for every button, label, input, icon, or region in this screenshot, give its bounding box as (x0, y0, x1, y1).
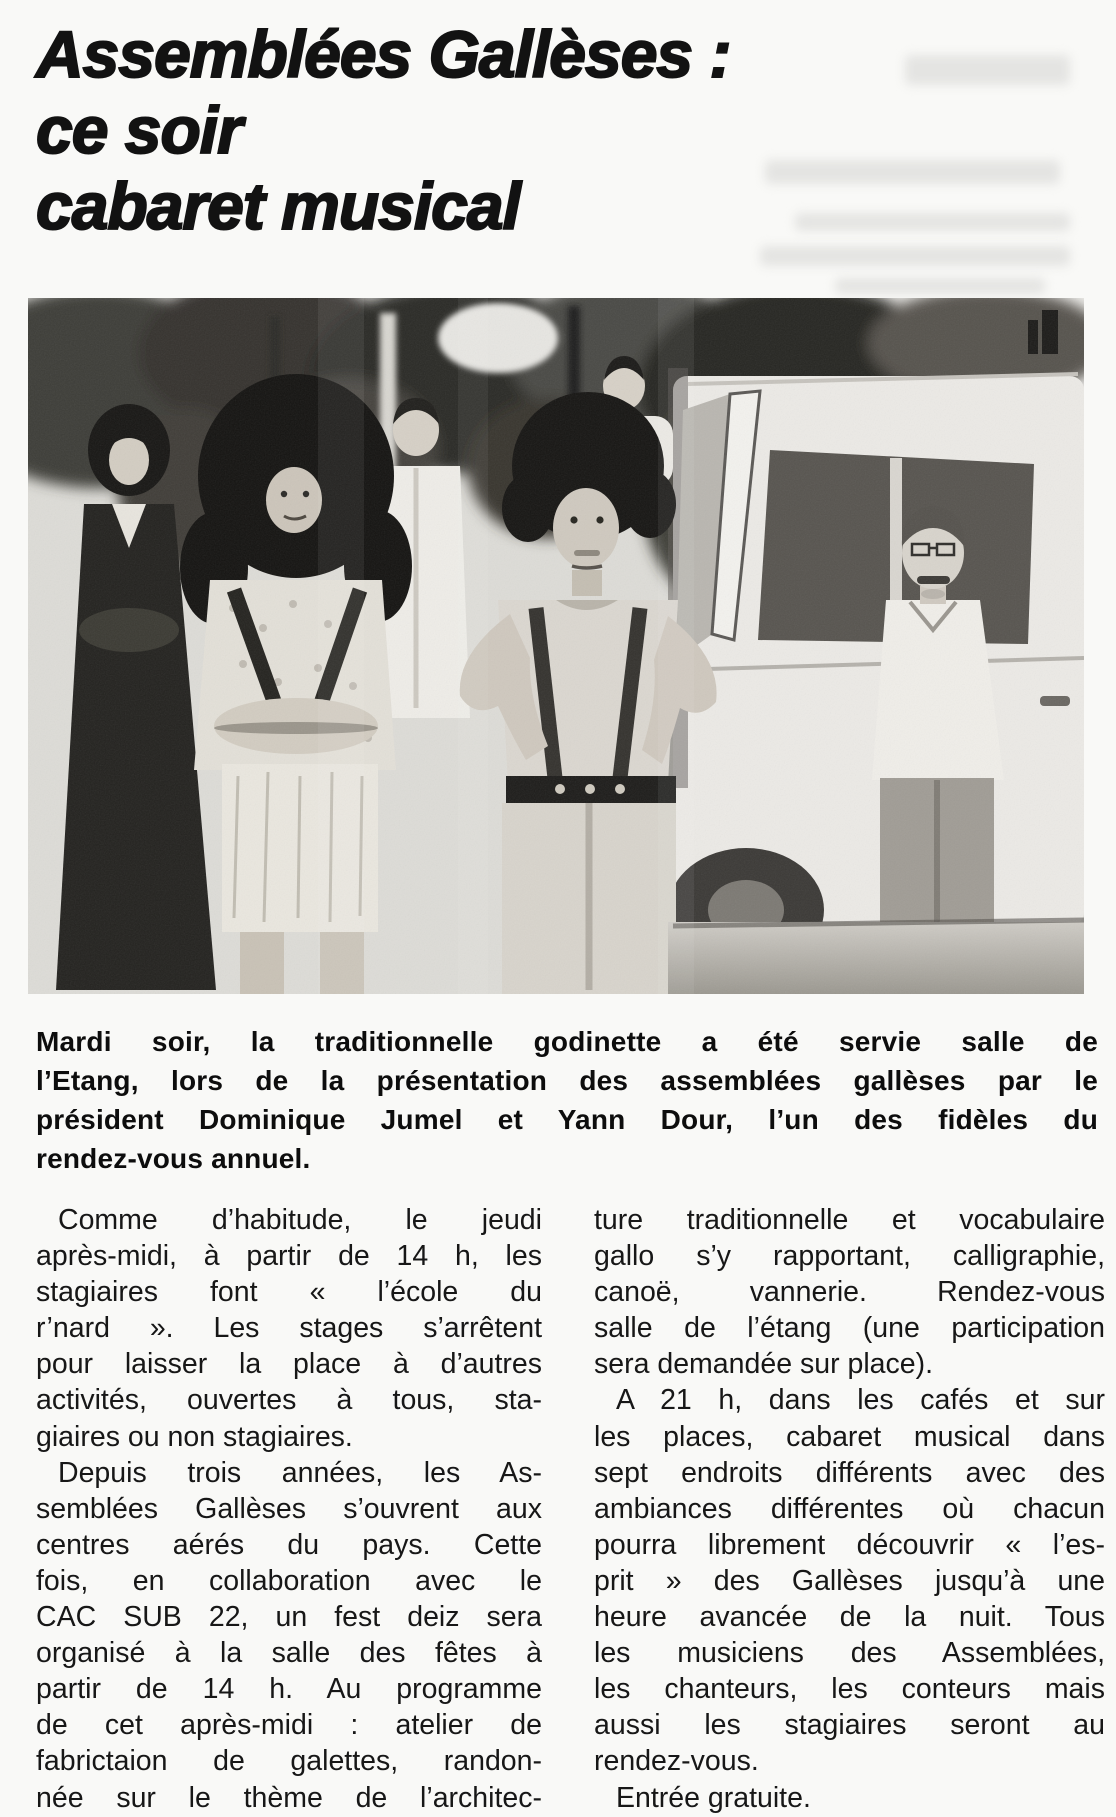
body-line: canoë, vannerie. Rendez-vous (594, 1276, 1105, 1309)
body-line: sera demandée sur place). (594, 1348, 934, 1381)
headline-line: ce soir (36, 93, 242, 167)
body-line: ture traditionnelle et vocabulaire (594, 1204, 1105, 1236)
body-line: gallo s’y rapportant, calligraphie, (594, 1240, 1105, 1273)
body-line: A 21 h, dans les cafés et sur (616, 1384, 1105, 1417)
headline-line: cabaret musical (36, 169, 520, 243)
article-headline (36, 16, 1036, 244)
body-line: ambiances différentes où chacun (594, 1492, 1105, 1525)
body-line: prit » des Gallèses jusqu’à une (594, 1564, 1105, 1597)
body-line: les musiciens des Assemblées, (594, 1637, 1105, 1670)
body-line: Entrée gratuite. (616, 1781, 811, 1814)
body-line: activités, ouvertes à tous, sta- (36, 1384, 542, 1417)
body-line: née sur le thème de l’architec- (36, 1781, 542, 1814)
bleedthrough-smudge (905, 55, 1070, 85)
body-line: après-midi, à partir de 14 h, les (36, 1240, 542, 1273)
body-line: de cet après-midi : atelier de (36, 1709, 542, 1742)
caption-line: rendez-vous annuel. (36, 1143, 311, 1174)
article-photo (28, 298, 1084, 994)
body-line: fois, en collaboration avec le (36, 1564, 542, 1597)
body-line: les chanteurs, les conteurs mais (594, 1673, 1105, 1706)
caption-line: président Dominique Jumel et Yann Dour, l’un des fidèles du (36, 1104, 1098, 1135)
body-line: pourra librement découvrir « l’es- (594, 1528, 1105, 1561)
body-line: organisé à la salle des fêtes à (36, 1637, 542, 1670)
body-line: Comme d’habitude, le jeudi (58, 1204, 542, 1236)
bleedthrough-smudge (795, 213, 1070, 231)
body-line: CAC SUB 22, un fest deiz sera (36, 1601, 542, 1634)
body-line: giaires ou non stagiaires. (36, 1420, 353, 1453)
bleedthrough-smudge (765, 160, 1060, 184)
body-line: semblées Gallèses s’ouvrent aux (36, 1492, 542, 1525)
caption-line: l’Etang, lors de la présentation des assemblées gallèses par le (36, 1065, 1098, 1096)
bleedthrough-smudge (835, 278, 1045, 294)
photo-illustration (28, 298, 1084, 994)
body-line: stagiaires font « l’école du (36, 1276, 542, 1309)
body-line: sept endroits différents avec des (594, 1456, 1105, 1489)
headline-line: Assemblées Gallèses : (36, 17, 731, 91)
photo-caption (36, 1022, 1098, 1178)
body-line: Depuis trois années, les As- (58, 1456, 542, 1489)
body-line: les places, cabaret musical dans (594, 1420, 1105, 1453)
body-line: fabrictaion de galettes, randon- (36, 1745, 542, 1778)
body-column-left (36, 1202, 542, 1816)
caption-line: Mardi soir, la traditionnelle godinette a été servie salle de (36, 1026, 1098, 1057)
body-line: partir de 14 h. Au programme (36, 1673, 542, 1706)
body-line: rendez-vous. (594, 1745, 759, 1778)
body-line: pour laisser la place à d’autres (36, 1348, 542, 1381)
body-line: aussi les stagiaires seront au (594, 1709, 1105, 1742)
bleedthrough-smudge (760, 246, 1070, 266)
body-column-right (594, 1202, 1105, 1816)
body-line: r’nard ». Les stages s’arrêtent (36, 1312, 542, 1345)
body-line: heure avancée de la nuit. Tous (594, 1601, 1105, 1634)
body-line: centres aérés du pays. Cette (36, 1528, 542, 1561)
body-line: salle de l’étang (une participation (594, 1312, 1105, 1345)
